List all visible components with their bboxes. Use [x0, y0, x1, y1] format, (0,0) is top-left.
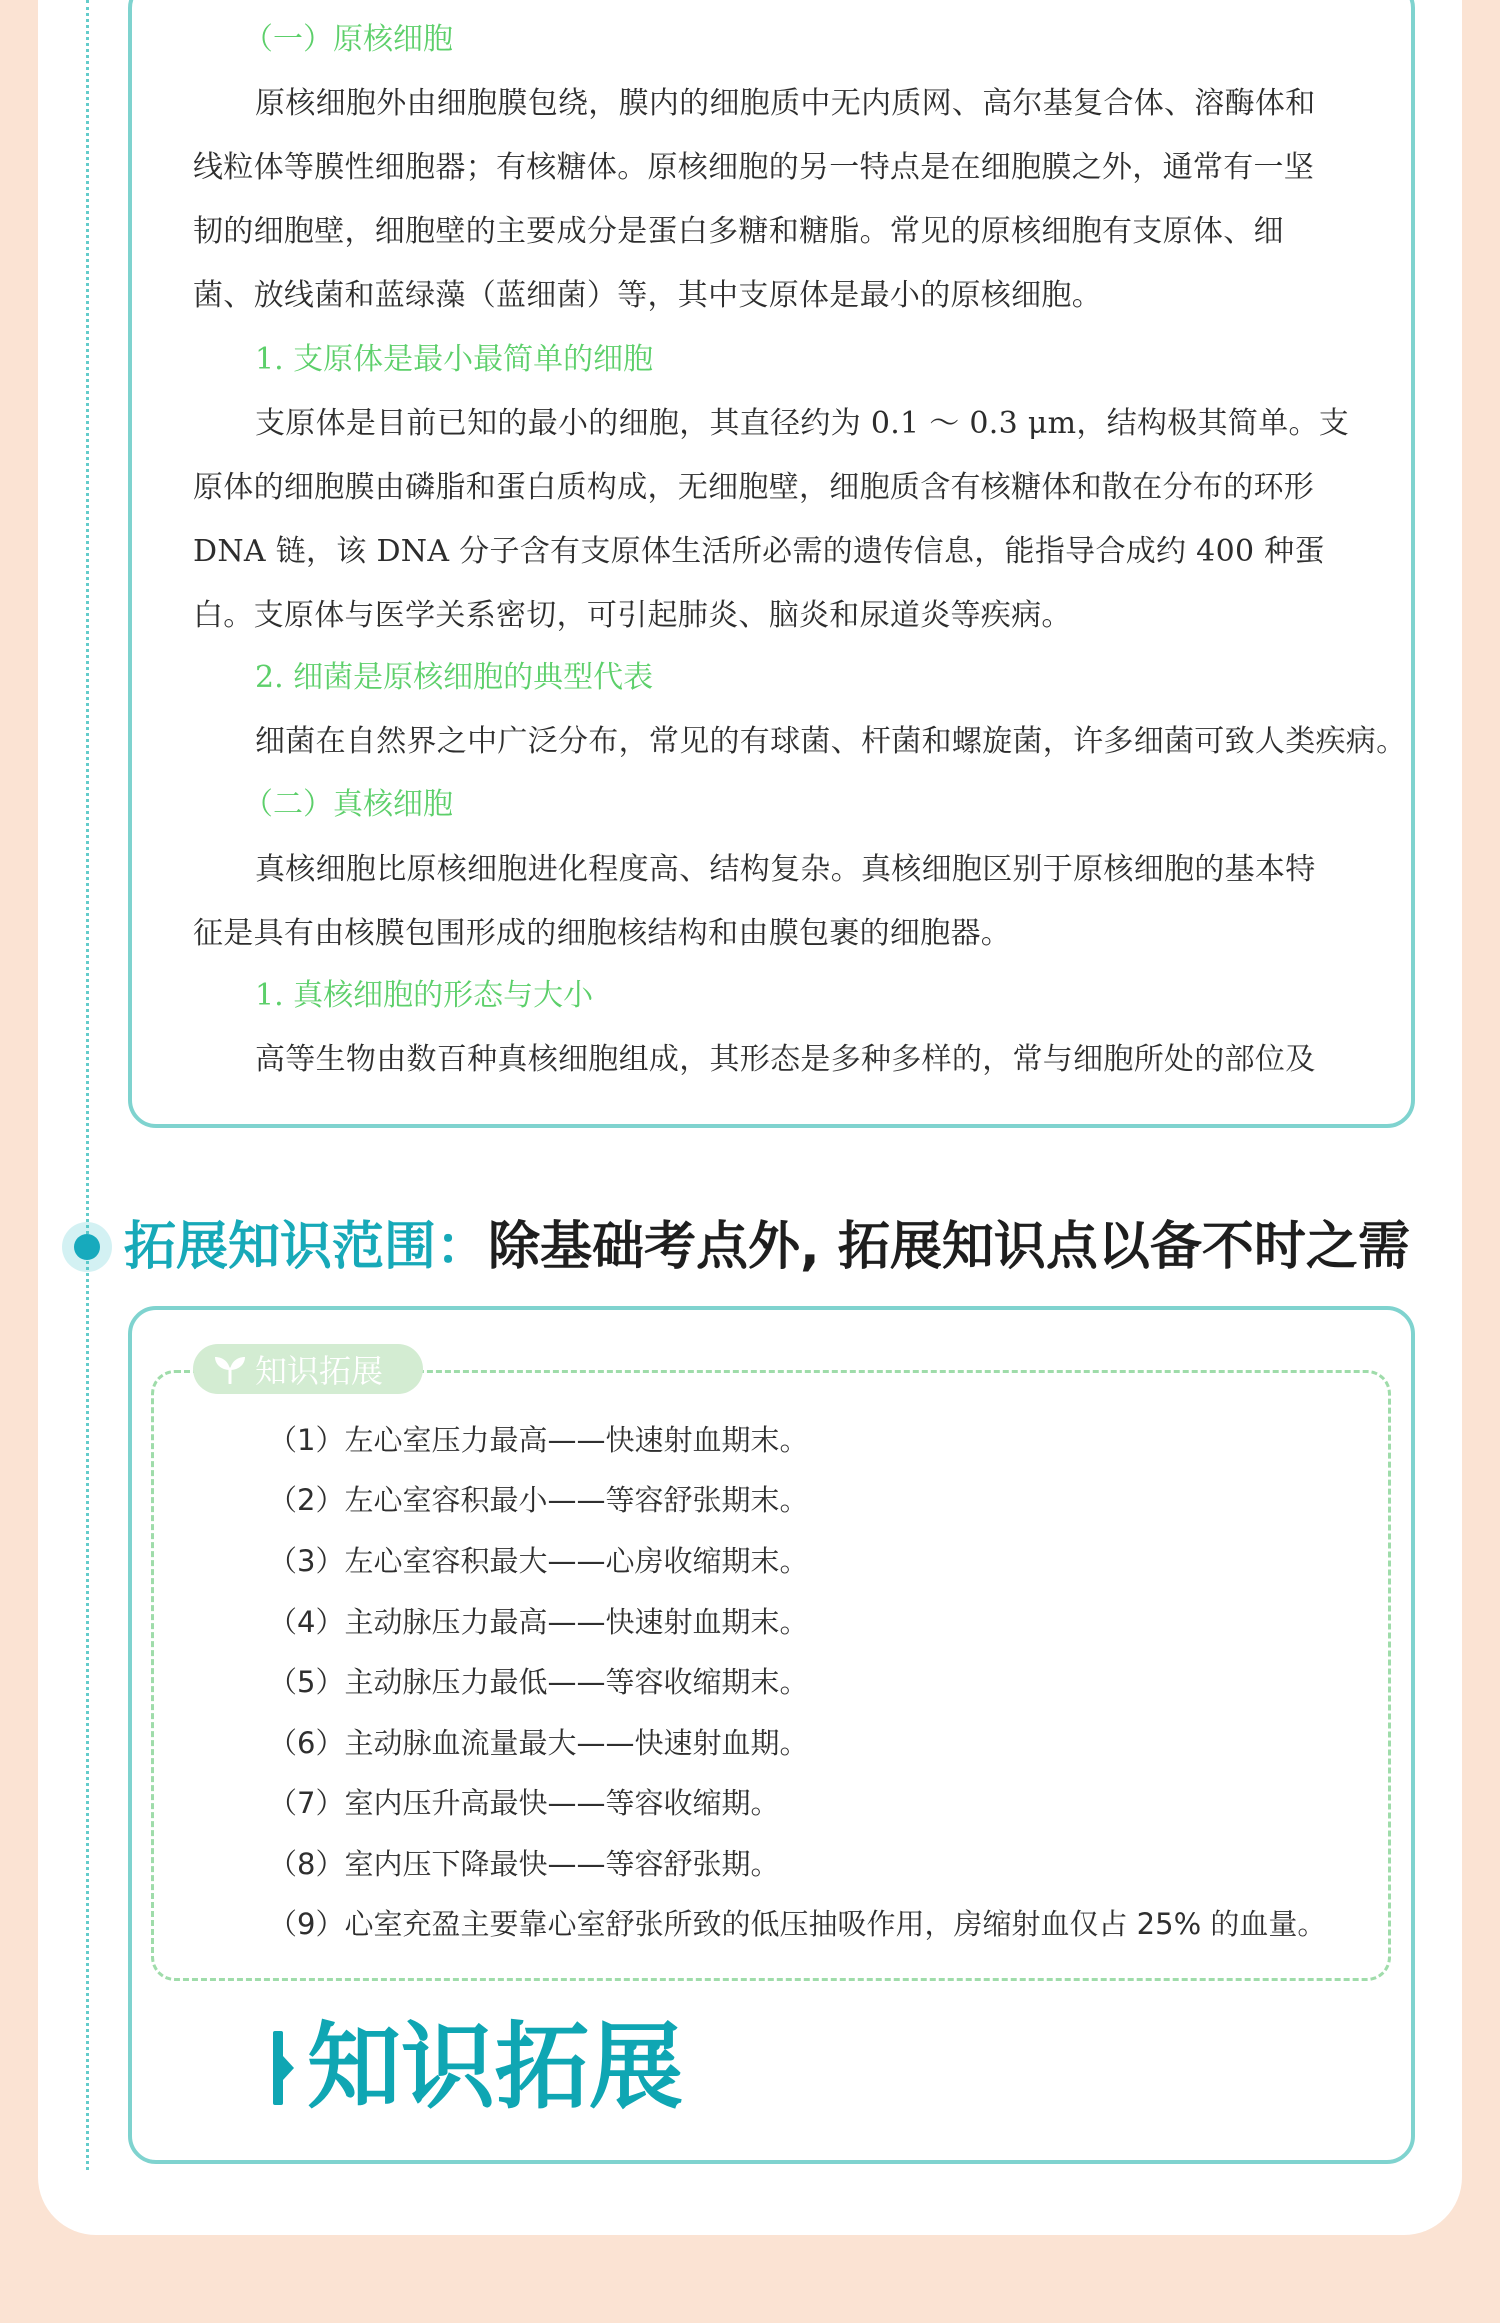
heading-eukaryote: （二）真核细胞 [243, 787, 453, 822]
knowledge-item: （4）主动脉压力最高——快速射血期末。 [268, 1605, 809, 1639]
paragraph-line: 原体的细胞膜由磷脂和蛋白质构成，无细胞壁，细胞质含有核糖体和散在分布的环形 [193, 470, 1315, 505]
paragraph-line: 线粒体等膜性细胞器；有核糖体。原核细胞的另一特点是在细胞膜之外，通常有一坚 [193, 150, 1315, 185]
knowledge-item: （1）左心室压力最高——快速射血期末。 [268, 1423, 809, 1457]
heading-bacteria: 2. 细菌是原核细胞的典型代表 [255, 660, 654, 695]
knowledge-item: （9）心室充盈主要靠心室舒张所致的低压抽吸作用，房缩射血仅占 25% 的血量。 [268, 1907, 1327, 1941]
heading-mycoplasma: 1. 支原体是最小最简单的细胞 [255, 342, 654, 377]
big-title: 知识拓展 [307, 2013, 684, 2122]
section-title-accent: 拓展知识范围： [124, 1217, 489, 1277]
paragraph-line: 原核细胞外由细胞膜包绕，膜内的细胞质中无内质网、高尔基复合体、溶酶体和 [255, 86, 1316, 121]
sprout-icon [211, 1354, 249, 1384]
knowledge-item: （8）室内压下降最快——等容舒张期。 [268, 1847, 780, 1881]
knowledge-tag-label: 知识拓展 [255, 1352, 384, 1390]
paragraph-line: 菌、放线菌和蓝绿藻（蓝细菌）等，其中支原体是最小的原核细胞。 [193, 278, 1102, 313]
paragraph-line: 征是具有由核膜包围形成的细胞核结构和由膜包裹的细胞器。 [193, 916, 1012, 951]
knowledge-item: （6）主动脉血流量最大——快速射血期。 [268, 1726, 809, 1760]
paragraph-line: 白。支原体与医学关系密切，可引起肺炎、脑炎和尿道炎等疾病。 [193, 598, 1072, 633]
knowledge-item: （7）室内压升高最快——等容收缩期。 [268, 1786, 780, 1820]
heading-morphology: 1. 真核细胞的形态与大小 [255, 978, 594, 1013]
section-bullet-icon [62, 1222, 112, 1272]
paragraph-line: 支原体是目前已知的最小的细胞，其直径约为 0.1 ～ 0.3 μm，结构极其简单。支 [255, 406, 1350, 441]
paragraph-line: DNA 链，该 DNA 分子含有支原体生活所必需的遗传信息，能指导合成约 400 种蛋 [193, 534, 1325, 569]
paragraph-line: 细菌在自然界之中广泛分布，常见的有球菌、杆菌和螺旋菌，许多细菌可致人类疾病。 [255, 724, 1407, 759]
paragraph-line: 真核细胞比原核细胞进化程度高、结构复杂。真核细胞区别于原核细胞的基本特 [255, 852, 1316, 887]
knowledge-item: （5）主动脉压力最低——等容收缩期末。 [268, 1665, 809, 1699]
knowledge-tag [193, 1344, 423, 1394]
big-title-marker-icon [273, 2031, 283, 2105]
section-title [124, 1215, 1410, 1279]
timeline-dotted-line [86, 0, 89, 2170]
paragraph-line: 高等生物由数百种真核细胞组成，其形态是多种多样的，常与细胞所处的部位及 [255, 1042, 1316, 1077]
knowledge-item: （2）左心室容积最小——等容舒张期末。 [268, 1483, 809, 1517]
paragraph-line: 韧的细胞壁，细胞壁的主要成分是蛋白多糖和糖脂。常见的原核细胞有支原体、细 [193, 214, 1284, 249]
heading-prokaryote: （一）原核细胞 [243, 22, 453, 57]
section-title-rest: 除基础考点外, 拓展知识点以备不时之需 [488, 1217, 1410, 1277]
knowledge-item: （3）左心室容积最大——心房收缩期末。 [268, 1544, 809, 1578]
